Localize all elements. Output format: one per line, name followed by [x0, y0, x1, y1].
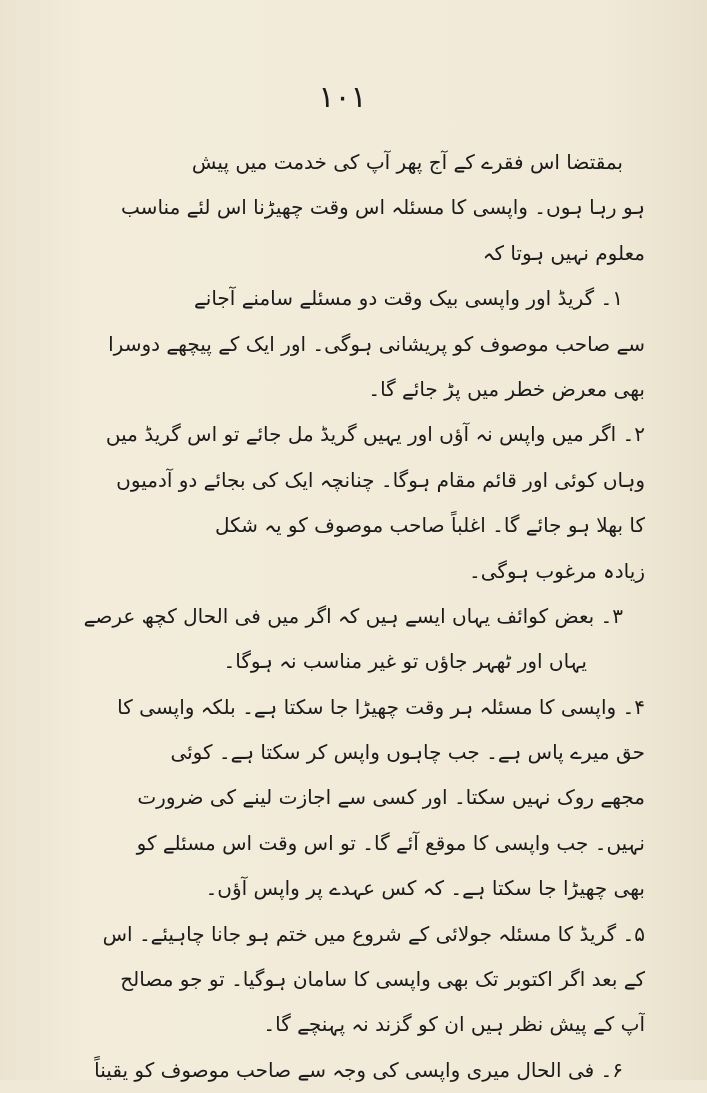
text-line: بمقتضا اس فقرے کے آج پھر آپ کی خدمت میں پیش: [191, 150, 623, 174]
text-line: ۶۔ فی الحال میری واپسی کی وجہ سے صاحب موصوف کو یقیناً: [94, 1057, 623, 1082]
text-line: بھی چھیڑا جا سکتا ہے۔ کہ کس عہدے پر واپس آؤں۔: [205, 876, 645, 901]
text-line: زیادہ مرغوب ہوگی۔: [469, 558, 645, 583]
page-number: ۱۰۱: [318, 80, 367, 115]
text-line: ۵۔ گریڈ کا مسئلہ جولائی کے شروع میں ختم ہو جانا چاہیئے۔ اس: [102, 921, 645, 946]
text-line: نہیں۔ جب واپسی کا موقع آئے گا۔ تو اس وقت اس مسئلے کو: [136, 830, 645, 855]
text-line: ۴۔ واپسی کا مسئلہ ہر وقت چھیڑا جا سکتا ہے۔ بلکہ واپسی کا: [117, 694, 645, 719]
text-line: ۲۔ اگر میں واپس نہ آؤں اور یہیں گریڈ مل جائے تو اس گریڈ میں: [105, 422, 645, 447]
text-line: آپ کے پیش نظر ہیں ان کو گزند نہ پہنچے گا۔: [263, 1012, 645, 1037]
text-line: وہاں کوئی اور قائم مقام ہوگا۔ چنانچہ ایک کی بجائے دو آدمیوں: [116, 467, 645, 492]
text-line: یہاں اور ٹھہر جاؤں تو غیر مناسب نہ ہوگا۔: [223, 649, 587, 674]
text-line: حق میرے پاس ہے۔ جب چاہوں واپس کر سکتا ہے۔ کوئی: [170, 740, 645, 765]
text-line: مجھے روک نہیں سکتا۔ اور کسی سے اجازت لینے کی ضرورت: [137, 785, 645, 810]
text-line: سے صاحب موصوف کو پریشانی ہوگی۔ اور ایک کے پیچھے دوسرا: [108, 331, 645, 356]
text-line: ۳۔ بعض کوائف یہاں ایسے ہیں کہ اگر میں فی الحال کچھ عرصے: [83, 603, 623, 628]
text-line: ۱۔ گریڈ اور واپسی بیک وقت دو مسئلے سامنے آجانے: [194, 286, 623, 311]
text-line: کے بعد اگر اکتوبر تک بھی واپسی کا سامان ہوگیا۔ تو جو مصالح: [120, 967, 645, 992]
body-text: [40, 140, 645, 1093]
text-line: کا بھلا ہو جائے گا۔ اغلباً صاحب موصوف کو یہ شکل: [214, 513, 645, 538]
text-line: ہو رہا ہوں۔ واپسی کا مسئلہ اس وقت چھیڑنا اس لئے مناسب: [121, 195, 645, 220]
text-line: بھی معرض خطر میں پڑ جائے گا۔: [368, 376, 645, 401]
text-line: معلوم نہیں ہوتا کہ: [482, 240, 645, 265]
